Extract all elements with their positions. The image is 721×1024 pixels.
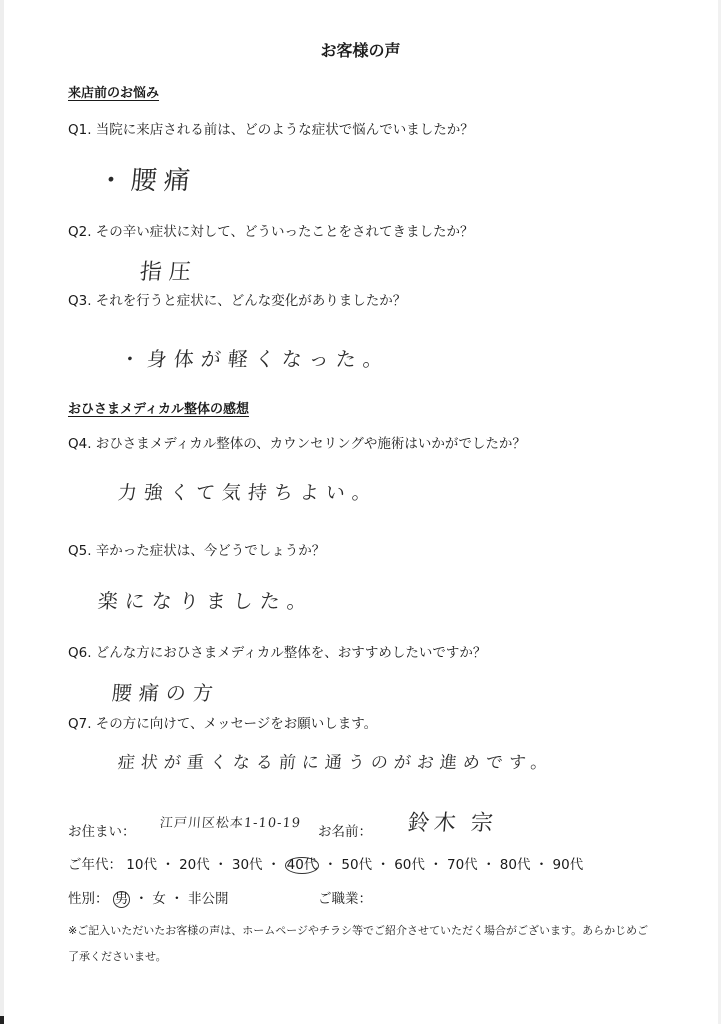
age-option: 50代 (341, 857, 373, 873)
answer-1: ・腰痛 (96, 166, 199, 196)
name-value: 鈴木 宗 (406, 811, 498, 836)
gender-option: 非公開 (187, 891, 229, 907)
age-options (126, 857, 583, 873)
question-5: Q5. 辛かった症状は、今どうでしょうか？ (68, 543, 326, 559)
age-option: 10代 (126, 857, 157, 873)
question-3: Q3. それを行うと症状に、どんな変化がありましたか？ (68, 293, 407, 309)
age-separator: ・ (262, 857, 285, 873)
gender-label: 性別： (68, 891, 109, 907)
scan-mark (0, 1016, 4, 1024)
answer-7: 症状が重くなる前に通うのがお進めです。 (116, 753, 555, 773)
age-separator: ・ (156, 857, 180, 873)
question-1: Q1. 当院に来店される前は、どのような症状で悩んでいましたか？ (68, 122, 474, 138)
section-heading-before-visit: 来店前のお悩み (68, 86, 160, 101)
age-separator: ・ (477, 857, 500, 873)
age-row (68, 853, 583, 874)
question-6: Q6. どんな方におひさまメディカル整体を、おすすめしたいですか？ (68, 645, 487, 661)
answer-5: 楽になりました。 (96, 589, 315, 613)
age-separator: ・ (424, 857, 447, 873)
age-separator: ・ (319, 857, 342, 873)
page-title: お客様の声 (320, 41, 401, 60)
gender-option: 女 (152, 891, 166, 907)
footnote-line-2: 了承くださいませ。 (68, 950, 167, 963)
gender-row (68, 887, 228, 908)
answer-2: 指圧 (138, 260, 199, 285)
address-label: お住まい： (68, 824, 136, 840)
age-option: 20代 (179, 857, 210, 873)
question-4: Q4. おひさまメディカル整体の、カウンセリングや施術はいかがでしたか？ (68, 436, 526, 452)
age-option-selected: 40代 (286, 857, 318, 873)
name-label: お名前： (318, 824, 372, 840)
age-option: 80代 (499, 857, 531, 873)
age-option: 60代 (394, 857, 425, 873)
age-option: 30代 (231, 857, 263, 873)
answer-4: 力強くて気持ちよい。 (116, 482, 379, 504)
question-7: Q7. その方に向けて、メッセージをお願いします。 (68, 716, 378, 732)
gender-separator: ・ (130, 891, 153, 907)
age-label: ご年代： (68, 857, 122, 873)
section-heading-impressions: おひさまメディカル整体の感想 (68, 402, 249, 417)
gender-option-selected: 男 (114, 891, 129, 907)
age-separator: ・ (209, 857, 232, 873)
answer-6: 腰痛の方 (110, 681, 221, 705)
footnote-line-1: ※ご記入いただいたお客様の声は、ホームページやチラシ等でご紹介させていただく場合がございます。あらかじめご (68, 924, 649, 937)
address-value: 江戸川区松本1-10-19 (159, 816, 302, 831)
age-option: 90代 (552, 857, 584, 873)
gender-options (113, 891, 229, 907)
answer-3: ・身体が軽くなった。 (118, 347, 391, 371)
age-option: 70代 (446, 857, 478, 873)
age-separator: ・ (372, 857, 395, 873)
gender-separator: ・ (165, 891, 188, 907)
question-2: Q2. その辛い症状に対して、どういったことをされてきましたか？ (68, 224, 474, 240)
age-separator: ・ (530, 857, 553, 873)
scan-left-margin (0, 0, 4, 1024)
occupation-label: ご職業： (318, 891, 372, 907)
